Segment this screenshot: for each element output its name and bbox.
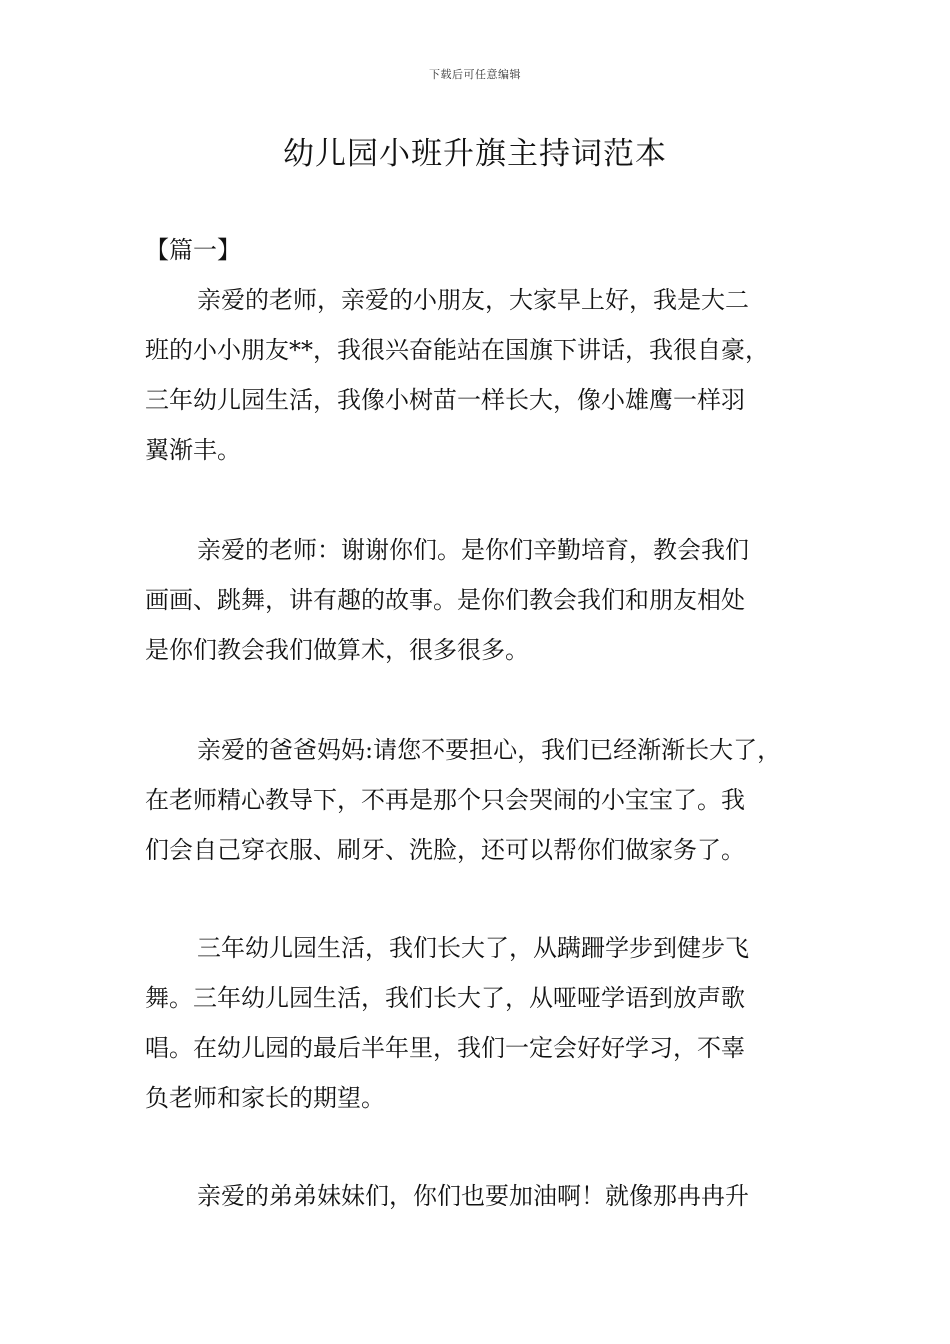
paragraph-line: 亲爱的弟弟妹妹们，你们也要加油啊！就像那冉冉升 [197,1182,749,1210]
paragraph-line: 唱。在幼儿园的最后半年里，我们一定会好好学习，不辜 [145,1034,745,1062]
paragraph-line: 三年幼儿园生活，我们长大了，从蹒跚学步到健步飞 [197,934,749,962]
paragraph-line: 画画、跳舞，讲有趣的故事。是你们教会我们和朋友相处 [145,586,745,614]
paragraph-line: 负老师和家长的期望。 [145,1084,385,1112]
paragraph-line: 们会自己穿衣服、刷牙、洗脸，还可以帮你们做家务了。 [145,836,745,864]
paragraph-line: 是你们教会我们做算术，很多很多。 [145,636,529,664]
paragraph-line: 在老师精心教导下，不再是那个只会哭闹的小宝宝了。我 [145,786,745,814]
paragraph-line: 三年幼儿园生活，我像小树苗一样长大，像小雄鹰一样羽 [145,386,745,414]
section-label: 【篇一】 [145,236,241,264]
header-note: 下载后可任意编辑 [429,68,521,81]
paragraph-line: 翼渐丰。 [145,436,241,464]
paragraph-line: 亲爱的老师，亲爱的小朋友，大家早上好，我是大二 [197,286,749,314]
paragraph-line: 亲爱的老师：谢谢你们。是你们辛勤培育，教会我们 [197,536,749,564]
document-title: 幼儿园小班升旗主持词范本 [283,136,667,172]
paragraph-line: 亲爱的爸爸妈妈:请您不要担心，我们已经渐渐长大了， [197,736,782,764]
paragraph-line: 舞。三年幼儿园生活，我们长大了，从哑哑学语到放声歌 [145,984,745,1012]
paragraph-line: 班的小小朋友**，我很兴奋能站在国旗下讲话，我很自豪， [145,336,769,364]
